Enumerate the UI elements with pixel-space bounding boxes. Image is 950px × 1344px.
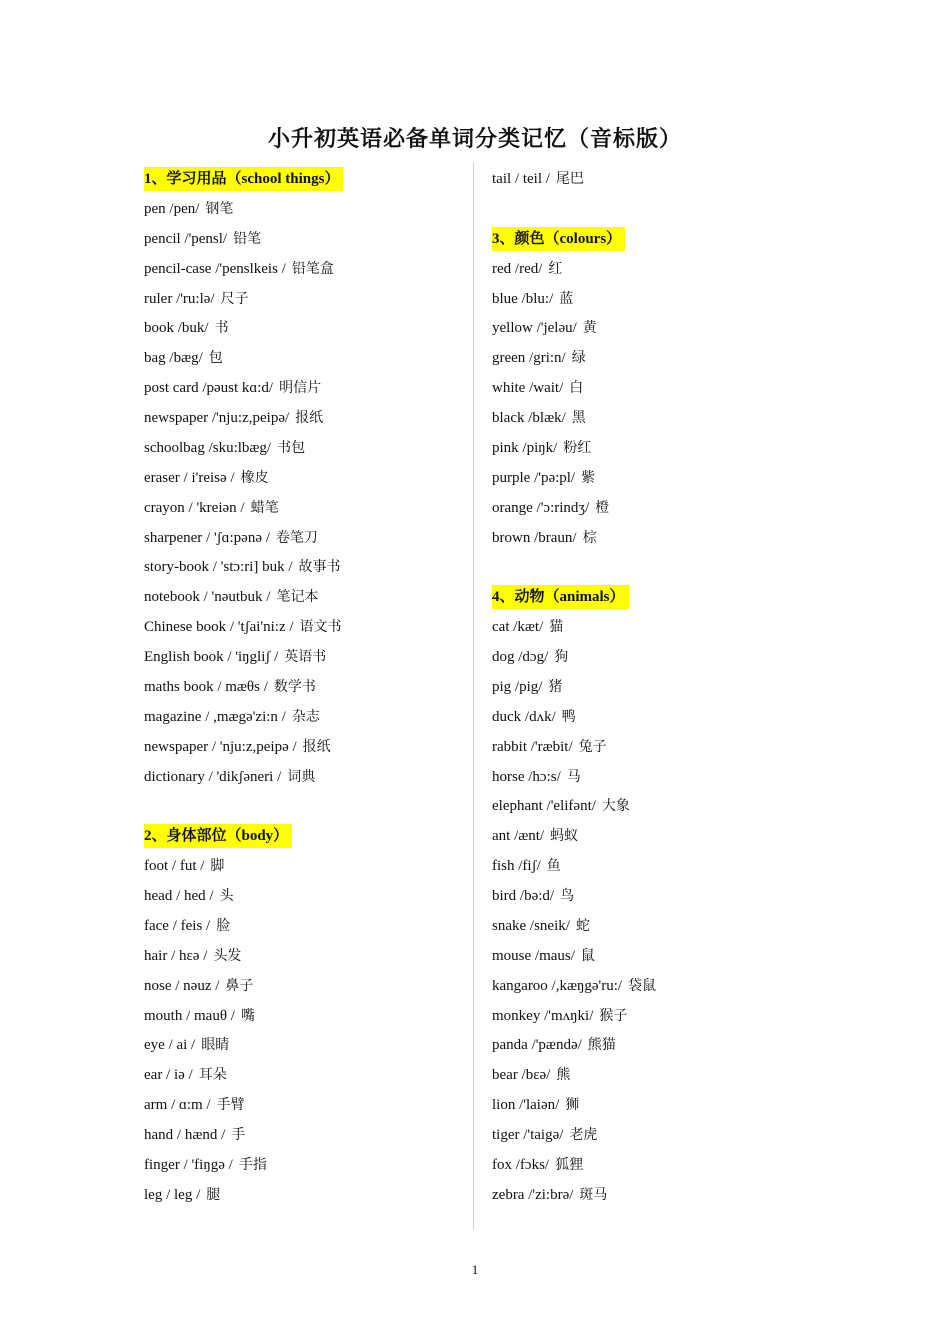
- word-english: pink /piŋk/: [492, 439, 558, 456]
- spacer: [144, 792, 464, 822]
- word-chinese: 狮: [565, 1097, 580, 1114]
- word-entry: [144, 494, 464, 524]
- word-english: fish /fiʃ/: [492, 858, 541, 875]
- word-list-animals: [492, 613, 812, 1211]
- word-entry: [144, 464, 464, 494]
- word-english: monkey /'mʌŋki/: [492, 1007, 594, 1024]
- word-chinese: 头: [219, 888, 234, 904]
- word-english: tail / teil /: [492, 171, 550, 187]
- word-english: red /red/: [492, 260, 543, 277]
- word-entry: [144, 972, 464, 1002]
- word-entry: [144, 733, 464, 763]
- word-chinese: 书包: [277, 439, 306, 456]
- word-english: snake /sneik/: [492, 917, 570, 934]
- word-english: blue /blu:/: [492, 290, 554, 307]
- word-chinese: 英语书: [284, 649, 327, 665]
- word-english: English book / 'iŋgliʃ /: [144, 649, 279, 665]
- word-english: dog /dɔg/: [492, 649, 549, 665]
- word-entry: [492, 763, 812, 793]
- word-entry: [492, 434, 812, 464]
- word-chinese: 明信片: [279, 380, 322, 397]
- word-chinese: 眼睛: [201, 1037, 230, 1054]
- word-entry: [492, 255, 812, 285]
- word-chinese: 熊: [556, 1067, 571, 1084]
- word-chinese: 紫: [581, 469, 596, 486]
- word-chinese: 鼻子: [225, 977, 254, 994]
- word-chinese: 绿: [571, 350, 586, 367]
- word-chinese: 卷笔刀: [275, 529, 318, 546]
- word-chinese: 熊猫: [587, 1037, 616, 1054]
- section-heading-colours: 3、颜色（colours）: [492, 227, 625, 251]
- word-english: panda /'pændə/: [492, 1037, 582, 1054]
- word-entry: [144, 583, 464, 613]
- word-english: zebra /'zi:brə/: [492, 1186, 574, 1203]
- word-entry: [492, 1031, 812, 1061]
- section-heading-row: [492, 225, 812, 255]
- word-chinese: 包: [208, 350, 223, 367]
- word-chinese: 词典: [287, 768, 316, 785]
- left-column: [144, 165, 464, 1211]
- word-entry: [144, 613, 464, 643]
- word-entry: [492, 673, 812, 703]
- word-entry: [144, 553, 464, 583]
- word-chinese: 数学书: [273, 678, 316, 695]
- word-english: cat /kæt/: [492, 619, 544, 636]
- section-heading-body: 2、身体部位（body）: [144, 824, 292, 848]
- word-english: duck /dʌk/: [492, 708, 556, 725]
- word-english: kangaroo /,kæŋgə'ru:/: [492, 977, 623, 994]
- word-chinese: 手指: [238, 1156, 267, 1173]
- page-number: 1: [471, 1262, 479, 1277]
- word-chinese: 鼠: [580, 947, 595, 964]
- section-heading-animals: 4、动物（animals）: [492, 585, 629, 609]
- word-entry: [144, 1061, 464, 1091]
- word-entry: [144, 1091, 464, 1121]
- word-chinese: 报纸: [295, 410, 324, 426]
- word-chinese: 钢笔: [205, 200, 234, 217]
- word-entry: [144, 225, 464, 255]
- word-english: dictionary / 'dikʃəneri /: [144, 768, 282, 785]
- word-entry: [144, 942, 464, 972]
- word-entry: [144, 1031, 464, 1061]
- word-english: story-book / 'stɔ:ri] buk /: [144, 559, 293, 576]
- word-english: pencil-case /'penslkeis /: [144, 260, 286, 277]
- word-entry: [492, 1061, 812, 1091]
- word-chinese: 老虎: [569, 1127, 598, 1143]
- word-chinese: 头发: [213, 947, 242, 964]
- word-chinese: 斑马: [579, 1186, 608, 1203]
- word-entry: [492, 285, 812, 315]
- word-chinese: 腿: [206, 1186, 221, 1203]
- word-english: fox /fɔks/: [492, 1156, 550, 1173]
- word-entry: [144, 763, 464, 793]
- word-chinese: 狐狸: [555, 1156, 584, 1173]
- word-english: book /buk/: [144, 320, 209, 337]
- word-english: black /blæk/: [492, 410, 566, 426]
- word-chinese: 粉红: [563, 439, 592, 456]
- word-english: rabbit /'ræbit/: [492, 738, 573, 755]
- word-chinese: 橙: [595, 499, 610, 516]
- word-english: mouse /maus/: [492, 947, 575, 964]
- word-english: pig /pig/: [492, 678, 543, 695]
- word-english: green /gri:n/: [492, 350, 566, 367]
- word-entry: [492, 643, 812, 673]
- word-english: ruler /'ru:lə/: [144, 290, 215, 307]
- word-chinese: 报纸: [302, 738, 331, 755]
- word-chinese: 袋鼠: [628, 977, 657, 994]
- word-english: bear /bɛə/: [492, 1067, 551, 1084]
- right-column: [492, 165, 812, 1211]
- word-chinese: 书: [214, 320, 229, 337]
- word-chinese: 大象: [601, 798, 630, 815]
- word-chinese: 鸟: [560, 888, 575, 904]
- word-entry: [492, 1181, 812, 1211]
- word-chinese: 棕: [582, 529, 597, 546]
- word-english: foot / fut /: [144, 858, 205, 875]
- word-entry: [492, 1151, 812, 1181]
- word-english: notebook / 'nəutbuk /: [144, 589, 271, 606]
- word-list-colours: [492, 255, 812, 554]
- word-english: maths book / mæθs /: [144, 678, 268, 695]
- word-chinese: 蛇: [575, 917, 590, 934]
- word-chinese: 猪: [548, 678, 563, 695]
- section-heading-row: [144, 165, 464, 195]
- word-chinese: 猫: [549, 619, 564, 636]
- word-english: eye / ai /: [144, 1037, 196, 1054]
- word-entry: [144, 374, 464, 404]
- word-chinese: 蜡笔: [250, 499, 279, 516]
- word-english: pen /pen/: [144, 200, 200, 217]
- word-chinese: 兔子: [578, 738, 607, 755]
- word-english: magazine / ,mægə'zi:n /: [144, 708, 286, 725]
- word-chinese: 手: [231, 1127, 246, 1143]
- column-divider: [473, 162, 474, 1230]
- word-entry: [144, 1181, 464, 1211]
- word-chinese: 笔记本: [276, 589, 319, 606]
- word-entry: [492, 1091, 812, 1121]
- word-entry: [492, 792, 812, 822]
- word-chinese: 尺子: [220, 290, 249, 307]
- word-english: eraser / i'reisə /: [144, 469, 235, 486]
- word-entry: [492, 942, 812, 972]
- word-english: finger / 'fiŋgə /: [144, 1156, 233, 1173]
- word-english: white /wait/: [492, 380, 564, 397]
- word-chinese: 蚂蚁: [550, 828, 579, 845]
- word-entry: [144, 434, 464, 464]
- word-entry: [492, 404, 812, 434]
- word-english: pencil /'pensl/: [144, 230, 228, 247]
- word-english: newspaper /'nju:z,peipə/: [144, 410, 290, 426]
- word-entry: [144, 852, 464, 882]
- word-entry: [144, 703, 464, 733]
- word-chinese: 红: [548, 260, 563, 277]
- word-entry: [144, 195, 464, 225]
- word-entry: [492, 374, 812, 404]
- word-entry: [144, 1002, 464, 1032]
- word-entry: [144, 1121, 464, 1151]
- word-english: horse /hɔ:s/: [492, 768, 561, 785]
- word-english: crayon / 'kreiən /: [144, 499, 245, 516]
- word-chinese: 手臂: [216, 1097, 245, 1114]
- word-chinese: 铅笔盒: [291, 260, 334, 277]
- word-english: purple /'pə:pl/: [492, 469, 576, 486]
- section-heading-row: [492, 583, 812, 613]
- word-chinese: 橡皮: [240, 469, 269, 486]
- word-list-body: [144, 852, 464, 1211]
- word-entry: [492, 822, 812, 852]
- word-english: bird /bə:d/: [492, 888, 555, 904]
- word-chinese: 语文书: [299, 619, 342, 636]
- word-english: arm / ɑ:m /: [144, 1097, 211, 1114]
- word-chinese: 白: [569, 380, 584, 397]
- word-entry: [492, 314, 812, 344]
- word-english: mouth / mauθ /: [144, 1007, 235, 1024]
- word-list-school-things: [144, 195, 464, 793]
- word-english: sharpener / 'ʃɑ:pənə /: [144, 529, 270, 546]
- word-english: orange /'ɔ:rindʒ/: [492, 499, 590, 516]
- word-entry: [492, 852, 812, 882]
- word-english: ant /ænt/: [492, 828, 545, 845]
- word-entry: [492, 1121, 812, 1151]
- word-chinese: 尾巴: [555, 171, 584, 187]
- word-entry: [492, 464, 812, 494]
- word-entry: [144, 912, 464, 942]
- word-english: tiger /'taigə/: [492, 1127, 564, 1143]
- word-english: face / feis /: [144, 917, 211, 934]
- word-entry: [492, 344, 812, 374]
- word-entry: [144, 314, 464, 344]
- word-entry: [144, 404, 464, 434]
- word-entry: [144, 643, 464, 673]
- word-entry: [492, 1002, 812, 1032]
- word-chinese: 鸭: [561, 708, 576, 725]
- word-chinese: 耳朵: [198, 1067, 227, 1084]
- word-chinese: 脸: [216, 917, 231, 934]
- word-entry: [492, 733, 812, 763]
- word-entry: [492, 703, 812, 733]
- word-chinese: 蓝: [559, 290, 574, 307]
- word-english: post card /pəust kɑ:d/: [144, 380, 274, 397]
- word-english: bag /bæg/: [144, 350, 203, 367]
- word-entry: [492, 494, 812, 524]
- word-entry: [144, 524, 464, 554]
- word-entry: [144, 1151, 464, 1181]
- word-chinese: 黄: [582, 320, 597, 337]
- section-heading-school-things: 1、学习用品（school things）: [144, 167, 343, 191]
- word-english: yellow /'jeləu/: [492, 320, 577, 337]
- word-entry: [492, 613, 812, 643]
- word-chinese: 脚: [210, 858, 225, 875]
- word-english: head / hed /: [144, 888, 214, 904]
- word-english: newspaper / 'nju:z,peipə /: [144, 738, 297, 755]
- section-heading-row: [144, 822, 464, 852]
- word-english: schoolbag /sku:lbæg/: [144, 439, 272, 456]
- word-chinese: 鱼: [546, 858, 561, 875]
- word-english: hair / hɛə /: [144, 947, 208, 964]
- word-english: Chinese book / 'tʃai'ni:z /: [144, 619, 294, 636]
- word-english: brown /braun/: [492, 529, 577, 546]
- word-english: ear / iə /: [144, 1067, 193, 1084]
- word-english: elephant /'elifənt/: [492, 798, 596, 815]
- word-chinese: 嘴: [240, 1007, 255, 1024]
- word-english: nose / nəuz /: [144, 977, 220, 994]
- spacer: [492, 195, 812, 225]
- word-entry: [144, 882, 464, 912]
- word-entry: [492, 165, 812, 195]
- word-english: hand / hænd /: [144, 1127, 226, 1143]
- word-chinese: 故事书: [298, 559, 341, 576]
- word-entry: [492, 912, 812, 942]
- word-entry: [144, 673, 464, 703]
- word-entry: [492, 524, 812, 554]
- word-entry: [492, 882, 812, 912]
- word-english: leg / leg /: [144, 1186, 201, 1203]
- word-entry: [144, 285, 464, 315]
- word-chinese: 铅笔: [233, 230, 262, 247]
- word-chinese: 马: [566, 768, 581, 785]
- word-chinese: 猴子: [599, 1007, 628, 1024]
- word-entry: [144, 344, 464, 374]
- word-english: lion /'laiən/: [492, 1097, 560, 1114]
- word-entry: [144, 255, 464, 285]
- word-chinese: 黑: [571, 410, 586, 426]
- spacer: [492, 553, 812, 583]
- page-title: 小升初英语必备单词分类记忆（音标版）: [267, 126, 682, 152]
- word-chinese: 狗: [554, 649, 569, 665]
- word-entry: [492, 972, 812, 1002]
- word-chinese: 杂志: [291, 708, 320, 725]
